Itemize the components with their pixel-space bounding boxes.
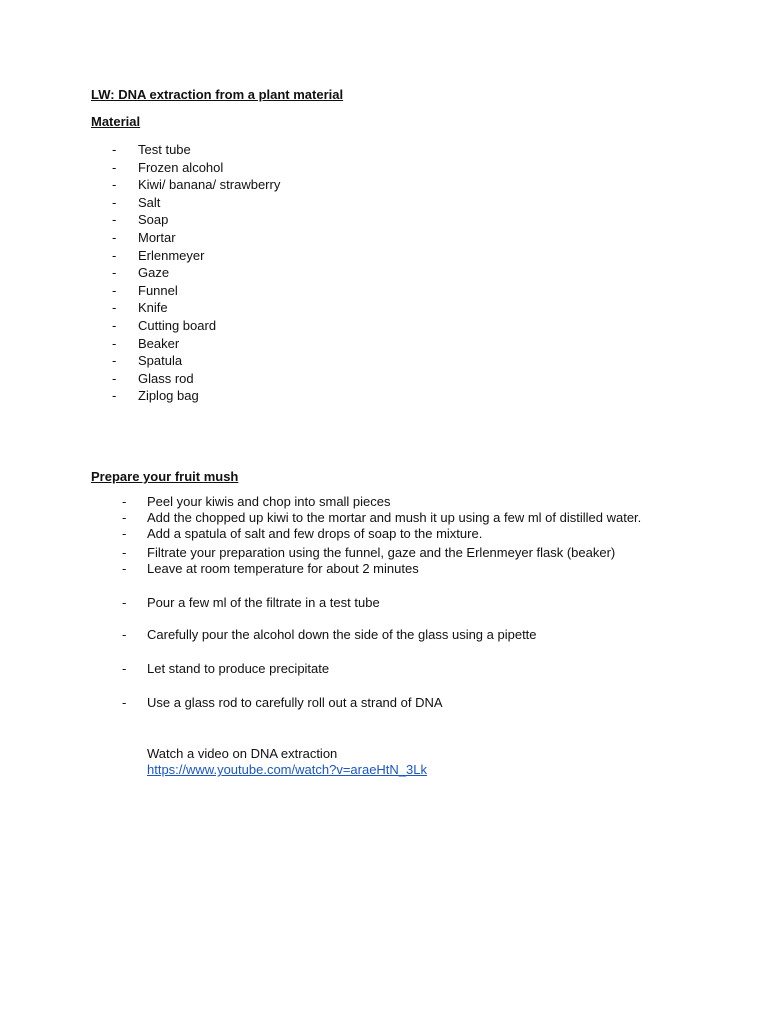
bullet-dash: - xyxy=(112,388,117,404)
list-item xyxy=(112,194,280,212)
material-item-label: Funnel xyxy=(138,282,178,298)
material-item-label: Soap xyxy=(138,212,169,228)
material-item-label: Frozen alcohol xyxy=(138,159,224,175)
material-item-label: Knife xyxy=(138,300,168,316)
bullet-dash: - xyxy=(122,695,127,710)
list-item xyxy=(112,211,280,229)
step-text: Use a glass rod to carefully roll out a strand of DNA xyxy=(147,695,443,710)
list-item xyxy=(112,141,280,159)
bullet-dash: - xyxy=(112,300,117,316)
list-item xyxy=(112,387,280,405)
list-item xyxy=(112,229,280,247)
step-text: Let stand to produce precipitate xyxy=(147,661,330,676)
list-item xyxy=(112,282,280,300)
bullet-dash: - xyxy=(112,212,117,228)
video-label: Watch a video on DNA extraction xyxy=(147,746,338,761)
bullet-dash: - xyxy=(122,595,127,610)
bullet-dash: - xyxy=(112,370,117,386)
list-item xyxy=(112,247,280,265)
bullet-dash: - xyxy=(112,247,117,263)
list-item xyxy=(122,545,615,561)
bullet-dash: - xyxy=(112,265,117,281)
bullet-dash: - xyxy=(122,545,127,560)
bullet-dash: - xyxy=(112,317,117,333)
list-item xyxy=(122,661,329,677)
material-item-label: Beaker xyxy=(138,335,180,351)
bullet-dash: - xyxy=(122,494,127,509)
step-text: Pour a few ml of the filtrate in a test tube xyxy=(147,595,380,610)
list-item xyxy=(112,159,280,177)
material-list xyxy=(112,141,280,405)
material-item-label: Spatula xyxy=(138,353,183,369)
material-item-label: Glass rod xyxy=(138,370,194,386)
bullet-dash: - xyxy=(122,526,127,541)
bullet-dash: - xyxy=(112,353,117,369)
list-item xyxy=(112,335,280,353)
list-item xyxy=(122,595,380,611)
material-heading: Material xyxy=(91,114,141,129)
bullet-dash: - xyxy=(112,194,117,210)
video-link[interactable]: https://www.youtube.com/watch?v=araeHtN_3Lk xyxy=(147,762,428,777)
material-item-label: Ziplog bag xyxy=(138,388,199,404)
list-item xyxy=(112,370,280,388)
bullet-dash: - xyxy=(122,661,127,676)
material-item-label: Salt xyxy=(138,194,161,210)
bullet-dash: - xyxy=(122,510,127,525)
bullet-dash: - xyxy=(112,282,117,298)
material-item-label: Cutting board xyxy=(138,317,217,333)
prepare-heading: Prepare your fruit mush xyxy=(91,469,239,484)
list-item xyxy=(122,627,537,643)
list-item xyxy=(122,494,391,510)
document-title: LW: DNA extraction from a plant material xyxy=(91,87,344,102)
list-item xyxy=(122,526,482,542)
material-item-label: Erlenmeyer xyxy=(138,247,205,263)
list-item xyxy=(112,176,280,194)
step-text: Leave at room temperature for about 2 minutes xyxy=(147,561,419,576)
bullet-dash: - xyxy=(122,627,127,642)
bullet-dash: - xyxy=(112,335,117,351)
list-item xyxy=(122,561,419,577)
material-item-label: Test tube xyxy=(138,142,191,157)
material-item-label: Kiwi/ banana/ strawberry xyxy=(138,177,281,193)
bullet-dash: - xyxy=(112,229,117,245)
bullet-dash: - xyxy=(112,142,117,157)
list-item xyxy=(112,264,280,282)
bullet-dash: - xyxy=(122,561,127,576)
step-text: Peel your kiwis and chop into small pieces xyxy=(147,494,391,509)
video-reference xyxy=(147,746,427,778)
list-item xyxy=(112,299,280,317)
step-text: Filtrate your preparation using the funnel, gaze and the Erlenmeyer flask (beaker) xyxy=(147,545,616,560)
list-item xyxy=(112,317,280,335)
bullet-dash: - xyxy=(112,177,117,193)
step-text: Add the chopped up kiwi to the mortar and mush it up using a few ml of distilled water. xyxy=(147,510,642,525)
list-item xyxy=(122,510,641,526)
step-text: Carefully pour the alcohol down the side of the glass using a pipette xyxy=(147,627,537,642)
list-item xyxy=(122,695,443,711)
step-text: Add a spatula of salt and few drops of soap to the mixture. xyxy=(147,526,483,541)
material-item-label: Mortar xyxy=(138,229,176,245)
list-item xyxy=(112,352,280,370)
bullet-dash: - xyxy=(112,159,117,175)
material-item-label: Gaze xyxy=(138,265,170,281)
